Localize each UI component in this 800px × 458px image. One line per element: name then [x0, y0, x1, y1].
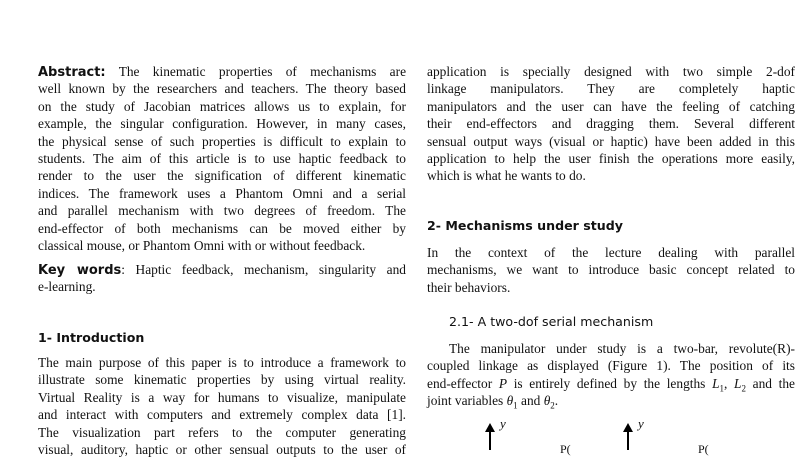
- abstract-line: end-effector of both mechanisms can be moved either by: [38, 220, 406, 236]
- abstract-line: on the study of Jacobian matrices allows us to explain, for: [38, 98, 406, 114]
- y-axis-label: y: [638, 416, 644, 431]
- abstract-line: indices. The framework uses a Phantom Omni and a serial: [38, 185, 406, 201]
- paragraph-line: which is what he wants to do.: [427, 168, 586, 184]
- keywords-label: Key words: [38, 263, 122, 278]
- keywords-line: Key words: Haptic feedback, mechanism, singularity and: [38, 262, 407, 278]
- intro-line: illustrate some kinematic properties by using virtual reality.: [38, 372, 406, 388]
- intro-line: Virtual Reality is a way for humans to visualize, manipulate: [38, 389, 406, 405]
- y-axis-label: y: [500, 416, 506, 431]
- point-label: P(: [698, 442, 709, 456]
- abstract-label: Abstract:: [38, 65, 106, 80]
- paragraph-line: sensual output ways (visual or haptic) have been added in this: [427, 133, 795, 149]
- mechanisms-heading: 2- Mechanisms under study: [427, 218, 623, 233]
- abstract-line: students. The aim of this article is to use haptic feedback to: [38, 150, 406, 166]
- abstract-line: classical mouse, or Phantom Omni with or without feedback.: [38, 237, 366, 253]
- keywords-line: e-learning.: [38, 279, 96, 295]
- abstract-line: and parallel mechanism with two degrees of freedom. The: [38, 203, 406, 219]
- paragraph-line: application is specially designed with two simple 2-dof: [427, 64, 795, 79]
- abstract-section: [38, 63, 406, 254]
- serial-body: [427, 340, 795, 410]
- abstract-line: Abstract: The kinematic properties of mechanisms are: [38, 64, 407, 80]
- mechanisms-line: their behaviors.: [427, 279, 511, 295]
- paragraph-line: application to help the user finish the operations more easily,: [427, 150, 795, 166]
- mechanisms-body: [427, 244, 795, 296]
- point-label: P(: [560, 442, 571, 456]
- abstract-line: example, the singular configuration. However, in many cases,: [38, 116, 406, 132]
- right-top-paragraph: [427, 63, 795, 185]
- figure-1: [420, 416, 800, 456]
- intro-line: The visualization part refers to the computer generating: [38, 424, 406, 440]
- intro-heading: 1- Introduction: [38, 330, 145, 345]
- paragraph-line: linkage manipulators. They are completely haptic: [427, 81, 795, 97]
- intro-body: [38, 354, 406, 458]
- paragraph-line: their end-effectors and dragging them. Several different: [427, 116, 795, 132]
- abstract-line: well known by the researchers and teachers. The theory based: [38, 81, 406, 97]
- serial-line: The manipulator under study is a two-bar, revolute(R)-: [449, 341, 795, 356]
- serial-line: joint variables $\theta_1$ and $\theta_2$.: [427, 393, 559, 411]
- keywords-section: [38, 261, 406, 296]
- mechanisms-line: mechanisms, we want to introduce basic concept related to: [427, 262, 795, 278]
- abstract-line: render to the user the signification of different kinematic: [38, 168, 406, 184]
- intro-line: visual, auditory, haptic or other sensual outputs to the user of: [38, 441, 406, 457]
- serial-heading: 2.1- A two-dof serial mechanism: [449, 314, 654, 329]
- intro-line: and interact with computers and extremely complex data [1].: [38, 407, 406, 423]
- serial-line: coupled linkage as displayed (Figure 1). The position of its: [427, 358, 795, 374]
- abstract-line: the physical sense of such properties is difficult to explain to: [38, 133, 406, 149]
- mechanisms-line: In the context of the lecture dealing with parallel: [427, 245, 795, 260]
- intro-line: The main purpose of this paper is to introduce a framework to: [38, 355, 406, 370]
- axis-arrows-icon: [420, 418, 800, 450]
- serial-line: end-effector P is entirely defined by the lengths $L_1$, $L_2$ and the: [427, 375, 795, 394]
- paragraph-line: manipulators and the user can have the feeling of catching: [427, 98, 795, 114]
